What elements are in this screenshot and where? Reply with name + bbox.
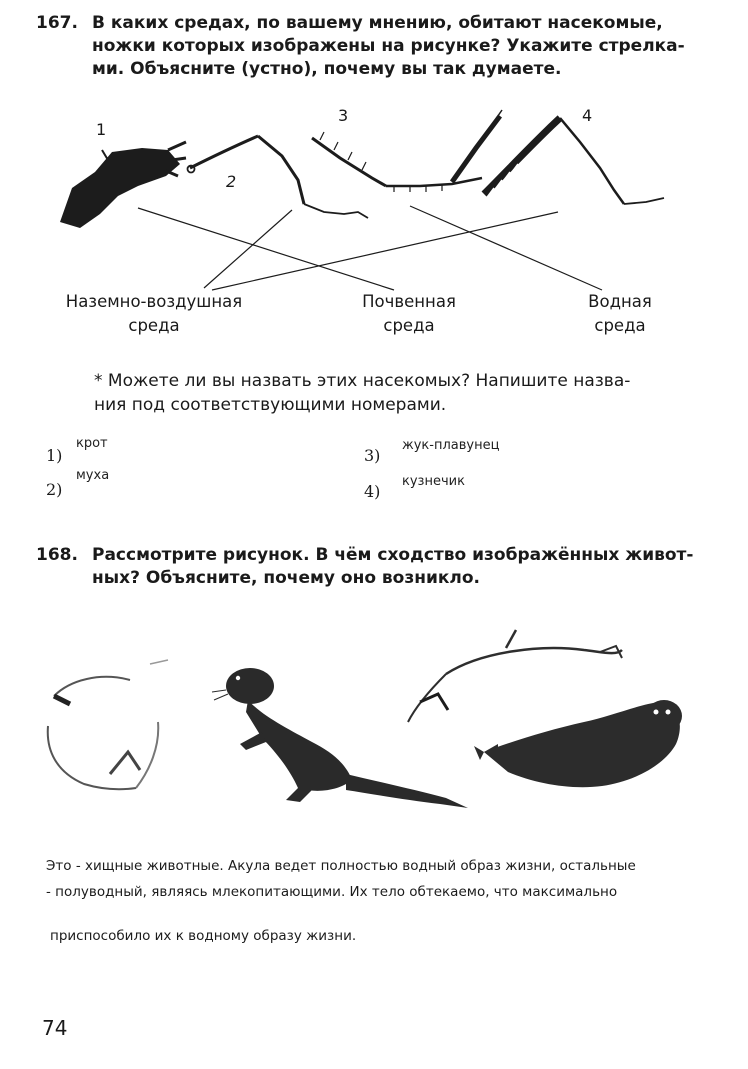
answer-1-number: 1) [46, 446, 63, 465]
task-167-line-2: ножки которых изображены на рисунке? Укажите стрелка- [92, 36, 685, 56]
task-168-line-2: ных? Объясните, почему оно возникло. [92, 568, 481, 588]
task-168-line-1: Рассмотрите рисунок. В чём сходство изображённых живот- [92, 545, 694, 565]
answer-3-number: 3) [364, 446, 381, 465]
answer-2-text: муха [76, 468, 110, 483]
figure-number-4: 4 [582, 106, 593, 125]
task-167-line-1: В каких средах, по вашему мнению, обитают насекомые, [92, 13, 663, 33]
task-168-answer-line-3: приспособило их к водному образу жизни. [50, 928, 357, 944]
figure-number-2: 2 [226, 172, 237, 191]
bonus-question-line-1: * Можете ли вы назвать этих насекомых? Напишите назва- [94, 371, 631, 391]
answer-2-number: 2) [46, 480, 63, 499]
answer-4-number: 4) [364, 482, 381, 501]
habitat-label-soil: Почвенная среда [362, 292, 456, 335]
otter-drawing [212, 668, 468, 808]
bonus-question-line-2: ния под соответствующими номерами. [94, 395, 447, 415]
answer-1-text: крот [76, 436, 108, 451]
answer-3-text: жук-плавунец [402, 438, 500, 453]
shark-drawing [48, 660, 168, 789]
figure-number-1: 1 [96, 120, 107, 139]
task-168-number: 168. [36, 545, 78, 565]
habitat-label-water: Водная среда [588, 292, 652, 335]
figure-number-3: 3 [338, 106, 349, 125]
page-number: 74 [42, 1016, 68, 1040]
answer-4-text: кузнечик [402, 474, 465, 489]
habitat-label-land-air: Наземно-воздушная среда [65, 292, 243, 335]
dolphin-drawing [408, 630, 622, 722]
task-167-line-3: ми. Объясните (устно), почему вы так думаете. [92, 59, 562, 79]
task-167-number: 167. [36, 13, 78, 33]
seal-drawing [474, 700, 682, 787]
task-168-answer-line-1: Это - хищные животные. Акула ведет полностью водный образ жизни, остальные [46, 858, 636, 874]
task-168-answer-line-2: - полуводный, являясь млекопитающими. Их тело обтекаемо, что максимально [46, 884, 618, 900]
